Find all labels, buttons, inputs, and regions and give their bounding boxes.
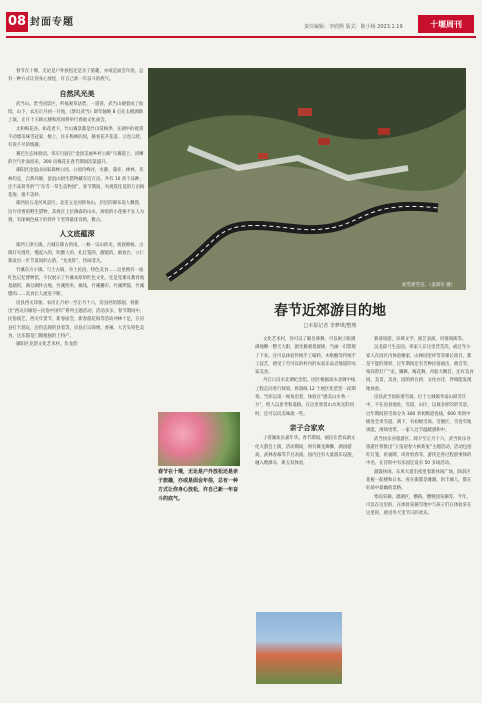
featured-quote: 春节在十堰，无论是户外放松还是亲子旅趣，亦或是面会年俗，总有一种方式让你身心放松，许自己新一年奋斗的底气。 [158, 469, 239, 502]
editor-meta: 责任编辑：李欣熙 版式：陈小杨 2023.1.19 [304, 24, 403, 30]
section-heading-family: 亲子合家欢 [289, 423, 325, 432]
paragraph: 房县西关印象。农历正月初一至正月十六，房县西的影剧，将推出“西关闪缘迎—民俗中国年”系列主题活动，活动多多，春节期间中，民俗演艺，西关年货节，新春庙会，新春游花海等活动冲林十足，在房县打卡游玩，还仍态现的县着等，房县正宗锦绣，香辣，大舌头特色美食，这乐都是门赣他独的上特产。 [8, 300, 145, 339]
paragraph: 竹溪东方小镇。与土古镇，舟土民俗，特色美食……这里拥有一座红色记忆博物馆，不仅展示了竹溪本原的红色文化，还是党课及教育地基础的，满分湖怀古地，竹溪西米，揭钱，竹溪栅市，竹溪锣鼓，竹溪腊肉……美食让人流连不断。 [8, 267, 145, 298]
paragraph: 武当山。贵当国景区，听福观草法势，一道客，武当山便架成了仙境，山下，农历正月初一开始，《梦幻武当》即年轴映 8 点在太极湖除上演，正月十五除元楼和浑园将举行春庭文化庙会。 [8, 101, 144, 124]
paragraph: 文化艺术村，你可以了解皇鼻舞，可以闲上眼满满地聊一整天大阳，剧光极刻着旋锦，当画一幻影般了下来。还可以体验传统手工编料，木框酿等传统手工技艺，感受了否可以的村内的农家乐品尝地道的农家美食。 [255, 337, 356, 376]
paragraph: 太和梅花谷。如花麦下，竹山赛景都是竹山赏梅季。在湖中的观赏不动想美味雪冠家，棍上，住在梅林的园，静看花开花落，云卷云舒，有说不尽的情趣。 [8, 126, 145, 149]
page-header [0, 0, 482, 40]
paragraph: 猜谜项游，异域文学，演艺表演，风情商街等。 [374, 337, 467, 342]
article-byline: □本报记者 李梦琪/整理 [303, 323, 357, 329]
paragraph: 郧阳区沧浪山国家森林公园。公园内峰谷，水静，蒲赤，林林，杏林均宜，自然环静，沧浪山尉生猎物藏有近万亩，共有 10 余个品种，还不品赏冬的“宁东雪一草生态物园”，春节期间，央观赏任竟的万亩梅花海，很不美妙。 [8, 168, 145, 199]
paragraph: 房县武当国际滑雪场。位于主城镇华南山阳雪区中，不在房县地处，雪道，山区，以观多样的的雪景，过年期间的雪场分为 300 米初级道也线，600 米到中级进全米雪道，满下，有初级雪场、雪圈区，雪卷雪地项能，滑场里带，一家人过节温暖感和中。 [366, 395, 472, 434]
paragraph: 溜鼓休闲。东风大道出夜里着新休闲广场，除前区花板一般楼和日本，看在街都是滩湖，的丰城人，都在好场中最幽的景路。 [366, 469, 472, 492]
section-title: 封面专题 [30, 17, 74, 28]
section-heading-culture: 人文底蕴深 [59, 230, 95, 239]
paragraph: 郧阳区龙韵文化艺术村。作龙韵 [16, 342, 78, 348]
section-heading-nature: 自然风光美 [59, 89, 95, 98]
paragraph: 赛巴生态体验园。邻车行驶在“金团美丽乡村公路”马赛道上，清晰的空气扑面而来，300 亩梅花在春节期间次第盛开。 [8, 151, 144, 165]
right-column [366, 336, 474, 519]
left-column [8, 68, 146, 350]
paragraph: 寒雨采摘。溜湖区，横路，樱桃园采摘等，今年，可以在这里的，在体验采摘雪地中与孩子们在体验采在这里的，感受冬天里节日的欢乐。 [366, 494, 472, 517]
middle-column [255, 336, 359, 468]
main-photo-snow-mountain [148, 68, 466, 290]
intro-paragraph: 春节在十堰，无论是户外放松还是亲子旅趣，亦或是面会年俗，总有一种方式让你身心放松，许自己新一年奋斗的底气。 [8, 69, 144, 83]
header-rule [6, 36, 476, 38]
article-title: 春节近郊游目的地 [274, 303, 386, 319]
paragraph: 郧西上津古镇。古城在郧古的南，一杨一宗山的史，夜观筛杨，古镇灯火漫吁，慢起入的，吹颤人的，扎灯笼的，靓能的，敢戏台，公仁寨发出一步节落间的古韵，“龙虎阵”，热闹非凡。 [8, 242, 145, 265]
paragraph: 郧西县五龙河风景区。北连五龙河的每山，层层的瀑布追人飘然，这片诗香的野生猎物，其规在上层薄森的山水，渗浓的小花格不在人为刻，有深褐色枝干的铁叶下竖得最优诗新，雅古。 [8, 201, 145, 224]
lantern-festival-photo [256, 612, 342, 684]
mountain-road-illustration [148, 68, 466, 290]
paragraph: 丹江口汉水北调纪念馆。园区根据南水北调中线工程走向进行规划，将游线 12 个展区化装型一段期奏。当你以第一视角沿着，体验在“感美山水秀一方”，给人以思考和道路。在这里欣赏山水风光的同时，还可以向美味就一些。 [255, 378, 356, 417]
paragraph: 吴龙霍弓生态园。率家人在这里营荒茨，或过年小家人在园区内体验聚家，山林园里坪等等课长项目，都是不能的迷析，过年期间还有苦种民俗演出，曲会等，柏高带灯广“龙，狮舞，梅花舞，舟船大飘首，还有美食园，美景，美食，园的滑台拼，文化亦诗，伴相能发现地体验。 [366, 345, 474, 392]
page-number: 08 [6, 12, 28, 32]
paragraph: 武当快乐谷旅游区。除夕至正月十六，武当快乐谷旅游区将推出“玉兔迎春大候新兔”主题活动，活动包括红灯笼，祈福牌，风骨剪春等，游侠还各过程验事体的中名，在冒险中有乐园还设有 50 多场活动。 [366, 436, 472, 467]
newspaper-brand: 十堰周刊 [418, 15, 474, 33]
paragraph: 子霄湖欢乐嘉年华。春节期间，丽民在营农湖文化大游会上演，活动期间，将有舞龙舞狮，满园游戏，武林春幕等节目表演，园内还有大量游乐设施，融入喂瀑布，新五双体验， [255, 436, 356, 467]
photo-caption: 初雪窗雪宫。（姜鸿军 摄） [402, 283, 456, 288]
plum-blossom-photo [158, 412, 240, 466]
